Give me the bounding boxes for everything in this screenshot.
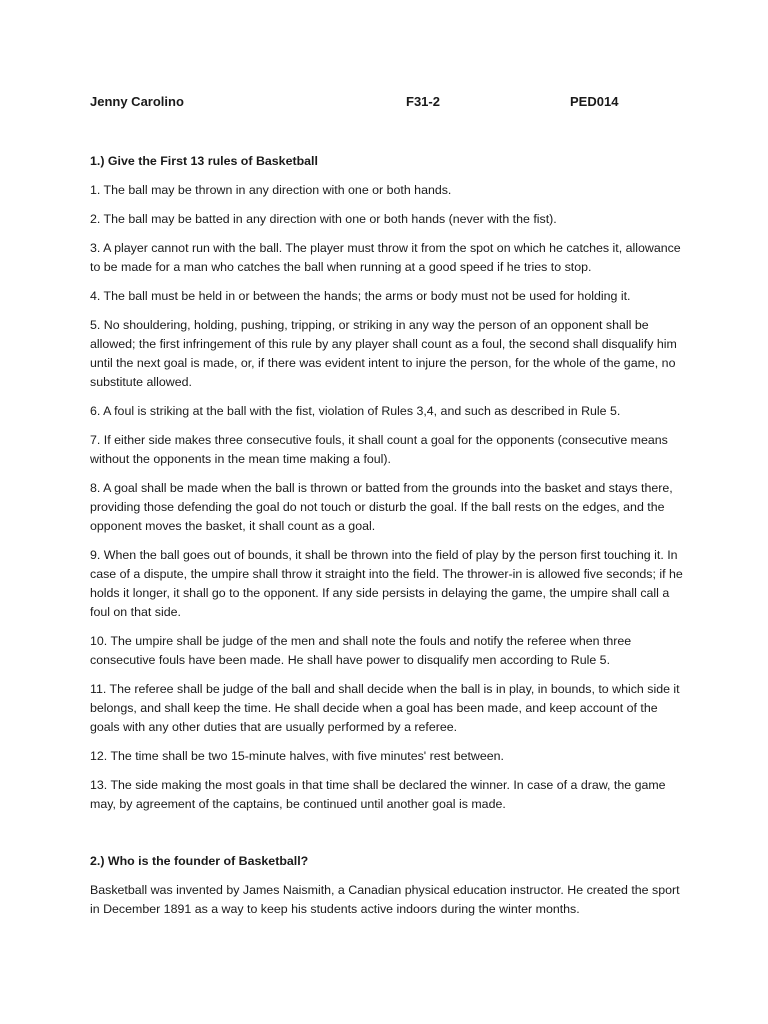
rule-5: 5. No shouldering, holding, pushing, tripping, or striking in any way the person of an opponent shall be allowed; the first infringement of this rule by any player shall count as a foul, the second shall disqualify him until the next goal is made, or, if there was evident intent to injure the person, for the whole of the game, no substitute allowed. (90, 318, 677, 389)
rule-3: 3. A player cannot run with the ball. The player must throw it from the spot on which he catches it, allowance to be made for a man who catches the ball when running at a good speed if he tries to stop. (90, 241, 681, 274)
rule-9: 9. When the ball goes out of bounds, it shall be thrown into the field of play by the person first touching it. In case of a dispute, the umpire shall throw it straight into the field. The thrower-in is allowed five seconds; if he holds it longer, it shall go to the opponent. If any side persists in delaying the game, the umpire shall call a foul on that side. (90, 548, 683, 619)
course-code: PED014 (570, 94, 619, 109)
rule-13: 13. The side making the most goals in that time shall be declared the winner. In case of a draw, the game may, by agreement of the captains, be continued until another goal is made. (90, 778, 666, 811)
question-2-heading: 2.) Who is the founder of Basketball? (90, 854, 309, 868)
rules-list (90, 181, 690, 814)
document-header (90, 94, 690, 112)
rule-10: 10. The umpire shall be judge of the men and shall note the fouls and notify the referee when three consecutive fouls have been made. He shall have power to disqualify men according to Rule 5. (90, 634, 632, 667)
question-2-answer: Basketball was invented by James Naismith, a Canadian physical education instructor. He created the sport in December 1891 as a way to keep his students active indoors during the winter months. (90, 883, 680, 916)
rule-8: 8. A goal shall be made when the ball is thrown or batted from the grounds into the basket and stays there, providing those defending the goal do not touch or disturb the goal. If the ball rests on the edges, and the opponent moves the basket, it shall count as a goal. (90, 481, 673, 533)
rule-12: 12. The time shall be two 15-minute halves, with five minutes' rest between. (90, 749, 504, 763)
student-name: Jenny Carolino (90, 94, 184, 109)
section-code: F31-2 (406, 94, 440, 109)
rule-2: 2. The ball may be batted in any direction with one or both hands (never with the fist). (90, 212, 557, 226)
rule-4: 4. The ball must be held in or between the hands; the arms or body must not be used for holding it. (90, 289, 631, 303)
rule-11: 11. The referee shall be judge of the ball and shall decide when the ball is in play, in bounds, to which side it belongs, and shall keep the time. He shall decide when a goal has been made, and keep account of the goals with any other duties that are usually performed by a referee. (90, 682, 680, 734)
question-1-heading: 1.) Give the First 13 rules of Basketball (90, 154, 318, 168)
document-body (90, 152, 690, 919)
rule-6: 6. A foul is striking at the ball with the fist, violation of Rules 3,4, and such as described in Rule 5. (90, 404, 621, 418)
rule-7: 7. If either side makes three consecutive fouls, it shall count a goal for the opponents (consecutive means without the opponents in the mean time making a foul). (90, 433, 668, 466)
rule-1: 1. The ball may be thrown in any direction with one or both hands. (90, 183, 452, 197)
